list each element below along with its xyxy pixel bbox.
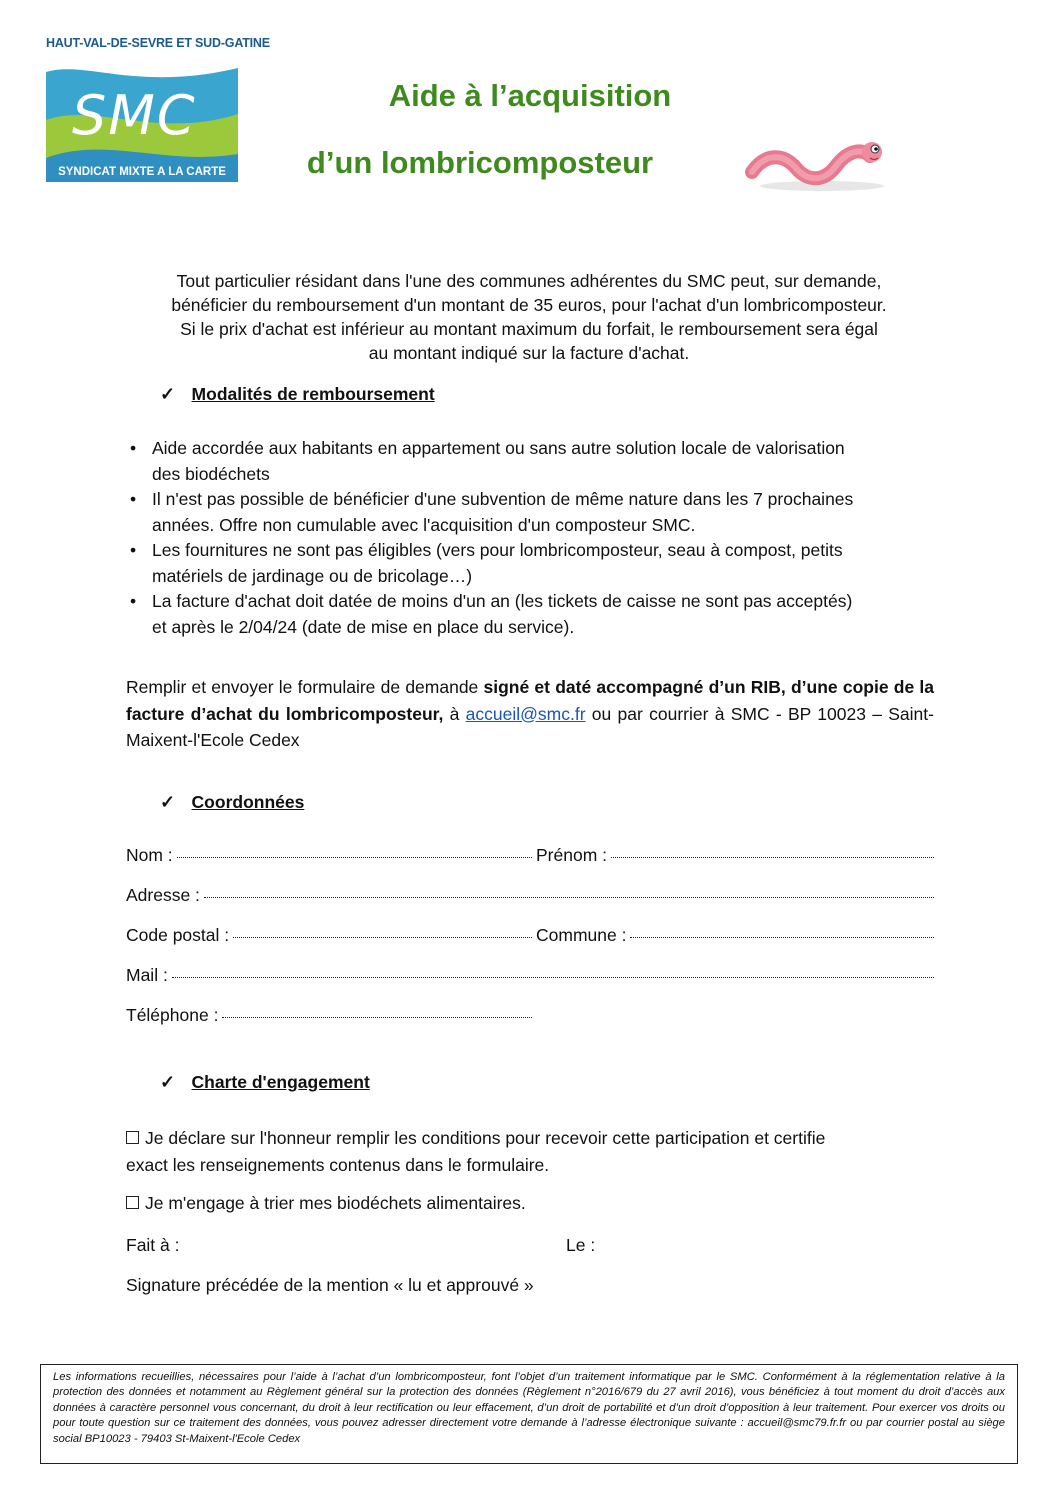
bullet-icon: •	[130, 438, 137, 458]
prenom-label: Prénom :	[536, 845, 607, 865]
title-line-2: d’un lombricomposteur	[306, 145, 654, 180]
section-coordonnees	[160, 792, 304, 813]
logo-top-text: HAUT-VAL-DE-SEVRE ET SUD-GATINE	[46, 36, 270, 50]
adresse-label: Adresse :	[126, 885, 200, 905]
code-postal-label: Code postal :	[126, 925, 230, 945]
section-modalites	[160, 384, 435, 405]
date-label: Le :	[566, 1235, 596, 1255]
commune-label: Commune :	[536, 925, 627, 945]
privacy-notice: Les informations recueillies, nécessaires pour l’aide à l’achat d’un lombricomposteur, font l’objet d’un traitement informatique par le SMC. Conformément à la réglementation relative à la protection des données et notamment au Règlement général sur la protection des données (Règlement n°2016/679 du 27 avril 2016), vous bénéficiez à tout moment du droit d’accès aux données à caractère personnel vous concernant, du droit à leur rectification ou leur effacement, d’un droit de portabilité et d’un droit d’opposition à leur traitement. Pour exercer vos droits ou pour toute question sur ce traitement des données, vous pouvez adresser directement votre demande à l’adresse électronique suivante : accueil@smc79.fr.fr ou par courrier postal au siège social BP10023 - 79403 St-Maixent-l'Ecole Cedex	[40, 1364, 1018, 1464]
check-icon: ✓	[160, 792, 176, 812]
mail-label: Mail :	[126, 965, 168, 985]
list-item-text: La facture d'achat doit datée de moins d'un an (les tickets de caisse ne sont pas acceptés)	[152, 591, 853, 611]
mail-field[interactable]	[126, 965, 934, 986]
list-item-text: et après le 2/04/24 (date de mise en place du service).	[152, 616, 575, 637]
prenom-input-line[interactable]	[611, 857, 934, 858]
bullet-icon: •	[130, 489, 137, 509]
list-item	[128, 538, 936, 589]
intro-line: au montant indiqué sur la facture d'achat.	[368, 343, 690, 363]
commune-input-line[interactable]	[630, 937, 934, 938]
intro-line: bénéficier du remboursement d'un montant de 35 euros, pour l'achat d'un lombricomposteur.	[171, 295, 887, 315]
logo-name: SMC	[72, 84, 197, 147]
list-item-text: Les fournitures ne sont pas éligibles (vers pour lombricomposteur, seau à compost, petits	[152, 540, 843, 560]
worm-icon	[744, 138, 892, 194]
nom-input-line[interactable]	[177, 857, 532, 858]
section-title: Modalités de remboursement	[191, 384, 435, 404]
send-text: Remplir et envoyer le formulaire de demande	[126, 677, 484, 697]
list-item-text: Il n'est pas possible de bénéficier d'une subvention de même nature dans les 7 prochaines	[152, 489, 854, 509]
list-item-text: Aide accordée aux habitants en appartement ou sans autre solution locale de valorisation	[152, 438, 845, 458]
intro-paragraph	[110, 269, 948, 365]
telephone-input-line[interactable]	[222, 1017, 532, 1018]
engagement-checkbox[interactable]	[126, 1196, 139, 1209]
signature-label: Signature précédée de la mention « lu et approuvé »	[126, 1275, 534, 1295]
declaration-checkbox[interactable]	[126, 1131, 139, 1144]
list-item-text: des biodéchets	[152, 463, 270, 484]
email-link[interactable]: accueil@smc.fr	[465, 703, 586, 724]
adresse-input-line[interactable]	[204, 897, 934, 898]
commune-field[interactable]	[536, 925, 934, 946]
send-required-docs: signé et daté accompagné d’un RIB, d’une copie de la facture d’achat du lombricomposteur,	[126, 677, 934, 724]
nom-label: Nom :	[126, 845, 173, 865]
bullet-icon: •	[130, 540, 137, 560]
code-postal-input-line[interactable]	[233, 937, 532, 938]
send-address: ou par courrier à SMC - BP 10023 – Saint-Maixent-l'Ecole Cedex	[126, 703, 934, 750]
mail-input-line[interactable]	[172, 977, 934, 978]
nom-field[interactable]	[126, 845, 532, 866]
code-postal-field[interactable]	[126, 925, 532, 946]
send-instructions	[126, 674, 934, 754]
logo-subtitle: SYNDICAT MIXTE A LA CARTE	[58, 166, 226, 178]
prenom-field[interactable]	[536, 845, 934, 866]
list-item	[128, 589, 936, 640]
fait-a-label: Fait à :	[126, 1235, 180, 1255]
engagement-item	[126, 1190, 934, 1217]
conditions-list	[128, 436, 936, 640]
list-item	[128, 436, 936, 487]
declaration-item	[126, 1125, 934, 1178]
declaration-text: exact les renseignements contenus dans le formulaire.	[126, 1154, 550, 1175]
list-item-text: matériels de jardinage ou de bricolage…)	[152, 565, 473, 586]
adresse-field[interactable]	[126, 885, 934, 906]
section-charte	[160, 1072, 370, 1093]
engagement-text: Je m'engage à trier mes biodéchets alimentaires.	[145, 1193, 526, 1213]
intro-line: Tout particulier résidant dans l'une des communes adhérentes du SMC peut, sur demande,	[176, 271, 882, 291]
intro-line: Si le prix d'achat est inférieur au montant maximum du forfait, le remboursement sera égal	[180, 319, 878, 339]
section-title: Coordonnées	[191, 792, 305, 812]
bullet-icon: •	[130, 591, 137, 611]
list-item-text: années. Offre non cumulable avec l'acquisition d'un composteur SMC.	[152, 514, 696, 535]
declaration-text: Je déclare sur l'honneur remplir les conditions pour recevoir cette participation et certifie	[145, 1128, 826, 1148]
title-line-1: Aide à l’acquisition	[388, 78, 672, 113]
section-title: Charte d'engagement	[191, 1072, 370, 1092]
send-text: à	[443, 703, 466, 724]
list-item	[128, 487, 936, 538]
telephone-label: Téléphone :	[126, 1005, 219, 1025]
check-icon: ✓	[160, 384, 176, 404]
telephone-field[interactable]	[126, 1005, 532, 1026]
check-icon: ✓	[160, 1072, 176, 1092]
